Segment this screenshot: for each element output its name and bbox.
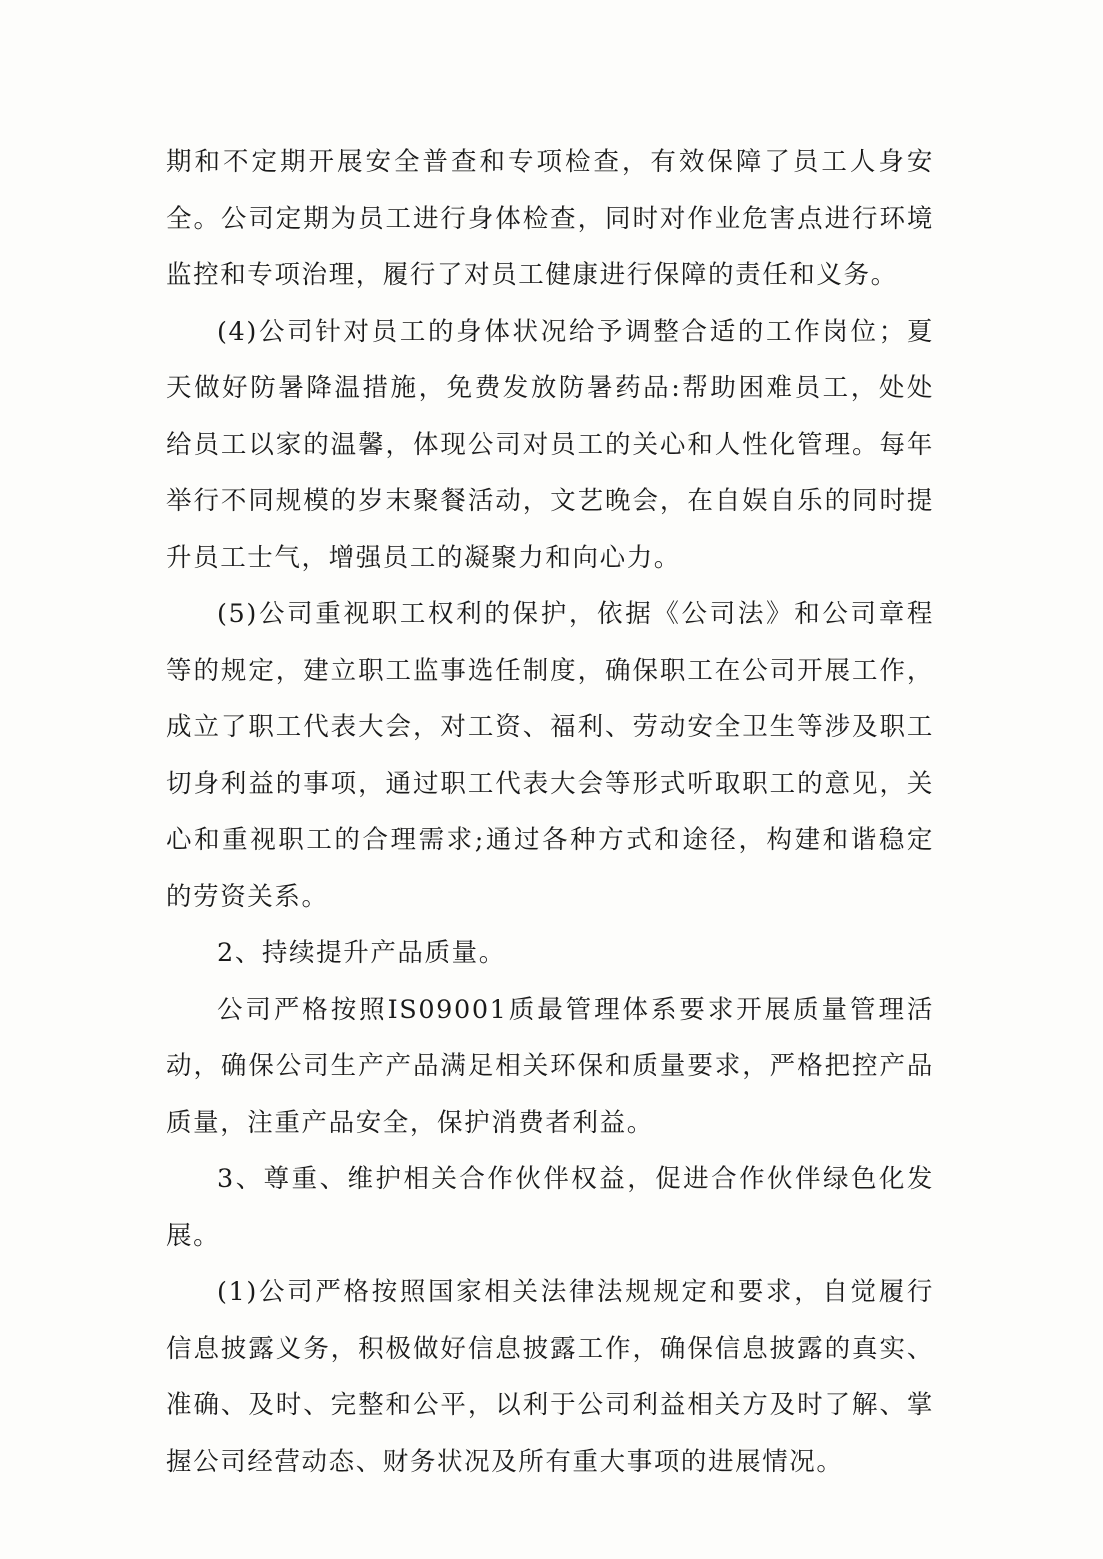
section-heading-3: 3、尊重、维护相关合作伙伴权益，促进合作伙伴绿色化发展。 <box>166 1164 934 1251</box>
document-body <box>166 134 934 1490</box>
paragraph-item-5: (5)公司重视职工权利的保护，依据《公司法》和公司章程等的规定，建立职工监事选任制度，确保职工在公司开展工作，成立了职工代表大会，对工资、福利、劳动安全卫生等涉及职工切身利益的事项，通过职工代表大会等形式听取职工的意见，关心和重视职工的合理需求;通过各种方式和途径，构建和谐稳定的劳资关系。 <box>166 599 934 912</box>
paragraph-item-1: (1)公司严格按照国家相关法律法规规定和要求，自觉履行信息披露义务，积极做好信息披露工作，确保信息披露的真实、准确、及时、完整和公平，以利于公司利益相关方及时了解、掌握公司经营动态、财务状况及所有重大事项的进展情况。 <box>166 1277 934 1477</box>
section-heading-2: 2、持续提升产品质量。 <box>217 938 506 968</box>
paragraph-item-4: (4)公司针对员工的身体状况给予调整合适的工作岗位；夏天做好防暑降温措施，免费发放防暑药品:帮助困难员工，处处给员工以家的温馨，体现公司对员工的关心和人性化管理。每年举行不同规模的岁末聚餐活动，文艺晚会，在自娱自乐的同时提升员工士气，增强员工的凝聚力和向心力。 <box>166 316 934 573</box>
paragraph-continuation: 期和不定期开展安全普查和专项检查，有效保障了员工人身安全。公司定期为员工进行身体检查，同时对作业危害点进行环境监控和专项治理，履行了对员工健康进行保障的责任和义务。 <box>166 147 934 290</box>
paragraph-quality: 公司严格按照IS09001质最管理体系要求开展质量管理活动，确保公司生产产品满足相关环保和质量要求，严格把控产品质量，注重产品安全，保护消费者利益。 <box>166 994 934 1138</box>
